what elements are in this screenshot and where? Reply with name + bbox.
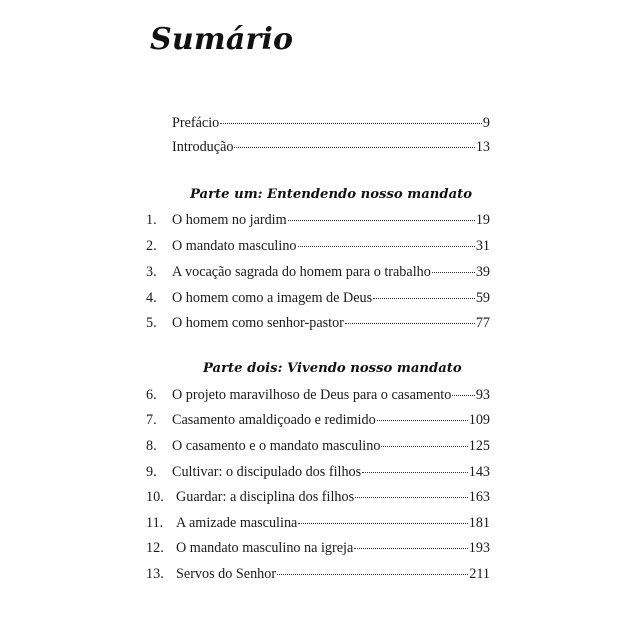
chapter-number: 9. xyxy=(146,464,157,480)
toc-entry-label: O mandato masculino xyxy=(172,238,297,254)
chapter-number: 13. xyxy=(146,566,164,582)
toc-entry-introducao xyxy=(172,137,490,157)
toc-entry-label: Introdução xyxy=(172,139,234,155)
toc-entry-page: 77 xyxy=(475,315,490,331)
dot-leader xyxy=(220,122,482,124)
toc-entry-page: 181 xyxy=(468,515,490,531)
toc-entry-page: 19 xyxy=(475,212,490,228)
toc-entry-label: Guardar: a disciplina dos filhos xyxy=(176,489,355,505)
toc-entry-chapter-12 xyxy=(146,538,490,558)
toc-entry-chapter-7 xyxy=(146,410,490,430)
toc-entry-chapter-10 xyxy=(146,487,490,507)
toc-entry-label: O homem no jardim xyxy=(172,212,287,228)
chapter-number: 5. xyxy=(146,315,157,331)
toc-entry-prefacio xyxy=(172,113,490,133)
chapter-number: 2. xyxy=(146,238,157,254)
dot-leader xyxy=(298,245,475,247)
toc-entry-page: 59 xyxy=(475,290,490,306)
toc-entry-chapter-5 xyxy=(146,313,490,333)
dot-leader xyxy=(381,445,467,447)
chapter-number: 7. xyxy=(146,412,157,428)
toc-entry-label: Servos do Senhor xyxy=(176,566,277,582)
toc-entry-label: A amizade masculina xyxy=(176,515,298,531)
toc-entry-page: 211 xyxy=(469,566,490,582)
chapter-number: 10. xyxy=(146,489,164,505)
dot-leader xyxy=(362,471,468,473)
dot-leader xyxy=(345,322,475,324)
dot-leader xyxy=(354,547,467,549)
toc-entry-chapter-6 xyxy=(146,385,490,405)
toc-entry-chapter-8 xyxy=(146,436,490,456)
chapter-number: 1. xyxy=(146,212,157,228)
toc-entry-chapter-11 xyxy=(146,513,490,533)
toc-entry-page: 39 xyxy=(475,264,490,280)
toc-entry-label: O homem como senhor-pastor xyxy=(172,315,344,331)
part-heading-two: Parte dois: Vivendo nosso mandato xyxy=(203,361,462,376)
chapter-number: 8. xyxy=(146,438,157,454)
toc-entry-chapter-3 xyxy=(146,262,490,282)
toc-entry-page: 163 xyxy=(468,489,490,505)
toc-entry-page: 143 xyxy=(468,464,490,480)
toc-entry-label: O casamento e o mandato masculino xyxy=(172,438,381,454)
toc-entry-label: O mandato masculino na igreja xyxy=(176,540,354,556)
toc-entry-label: Casamento amaldiçoado e redimido xyxy=(172,412,376,428)
chapter-number: 6. xyxy=(146,387,157,403)
dot-leader xyxy=(288,219,475,221)
dot-leader xyxy=(432,271,475,273)
toc-entry-label: O homem como a imagem de Deus xyxy=(172,290,373,306)
dot-leader xyxy=(377,419,468,421)
toc-entry-label: A vocação sagrada do homem para o trabalho xyxy=(172,264,431,280)
toc-entry-page: 109 xyxy=(468,412,490,428)
dot-leader xyxy=(373,297,475,299)
page-title: Sumário xyxy=(150,22,294,57)
toc-entry-page: 193 xyxy=(468,540,490,556)
toc-entry-page: 9 xyxy=(482,115,490,131)
dot-leader xyxy=(452,394,474,396)
dot-leader xyxy=(355,496,468,498)
chapter-number: 11. xyxy=(146,515,164,531)
toc-entry-chapter-9 xyxy=(146,462,490,482)
toc-entry-page: 93 xyxy=(475,387,490,403)
part-heading-one: Parte um: Entendendo nosso mandato xyxy=(190,187,473,202)
dot-leader xyxy=(277,573,468,575)
toc-entry-page: 125 xyxy=(468,438,490,454)
toc-entry-label: Cultivar: o discipulado dos filhos xyxy=(172,464,362,480)
toc-entry-label: O projeto maravilhoso de Deus para o casamento xyxy=(172,387,452,403)
chapter-number: 3. xyxy=(146,264,157,280)
toc-entry-chapter-13 xyxy=(146,564,490,584)
chapter-number: 4. xyxy=(146,290,157,306)
toc-entry-chapter-2 xyxy=(146,236,490,256)
toc-entry-page: 31 xyxy=(475,238,490,254)
dot-leader xyxy=(298,522,467,524)
toc-entry-label: Prefácio xyxy=(172,115,220,131)
toc-entry-page: 13 xyxy=(475,139,490,155)
toc-entry-chapter-1 xyxy=(146,210,490,230)
dot-leader xyxy=(234,146,474,148)
chapter-number: 12. xyxy=(146,540,164,556)
toc-entry-chapter-4 xyxy=(146,288,490,308)
